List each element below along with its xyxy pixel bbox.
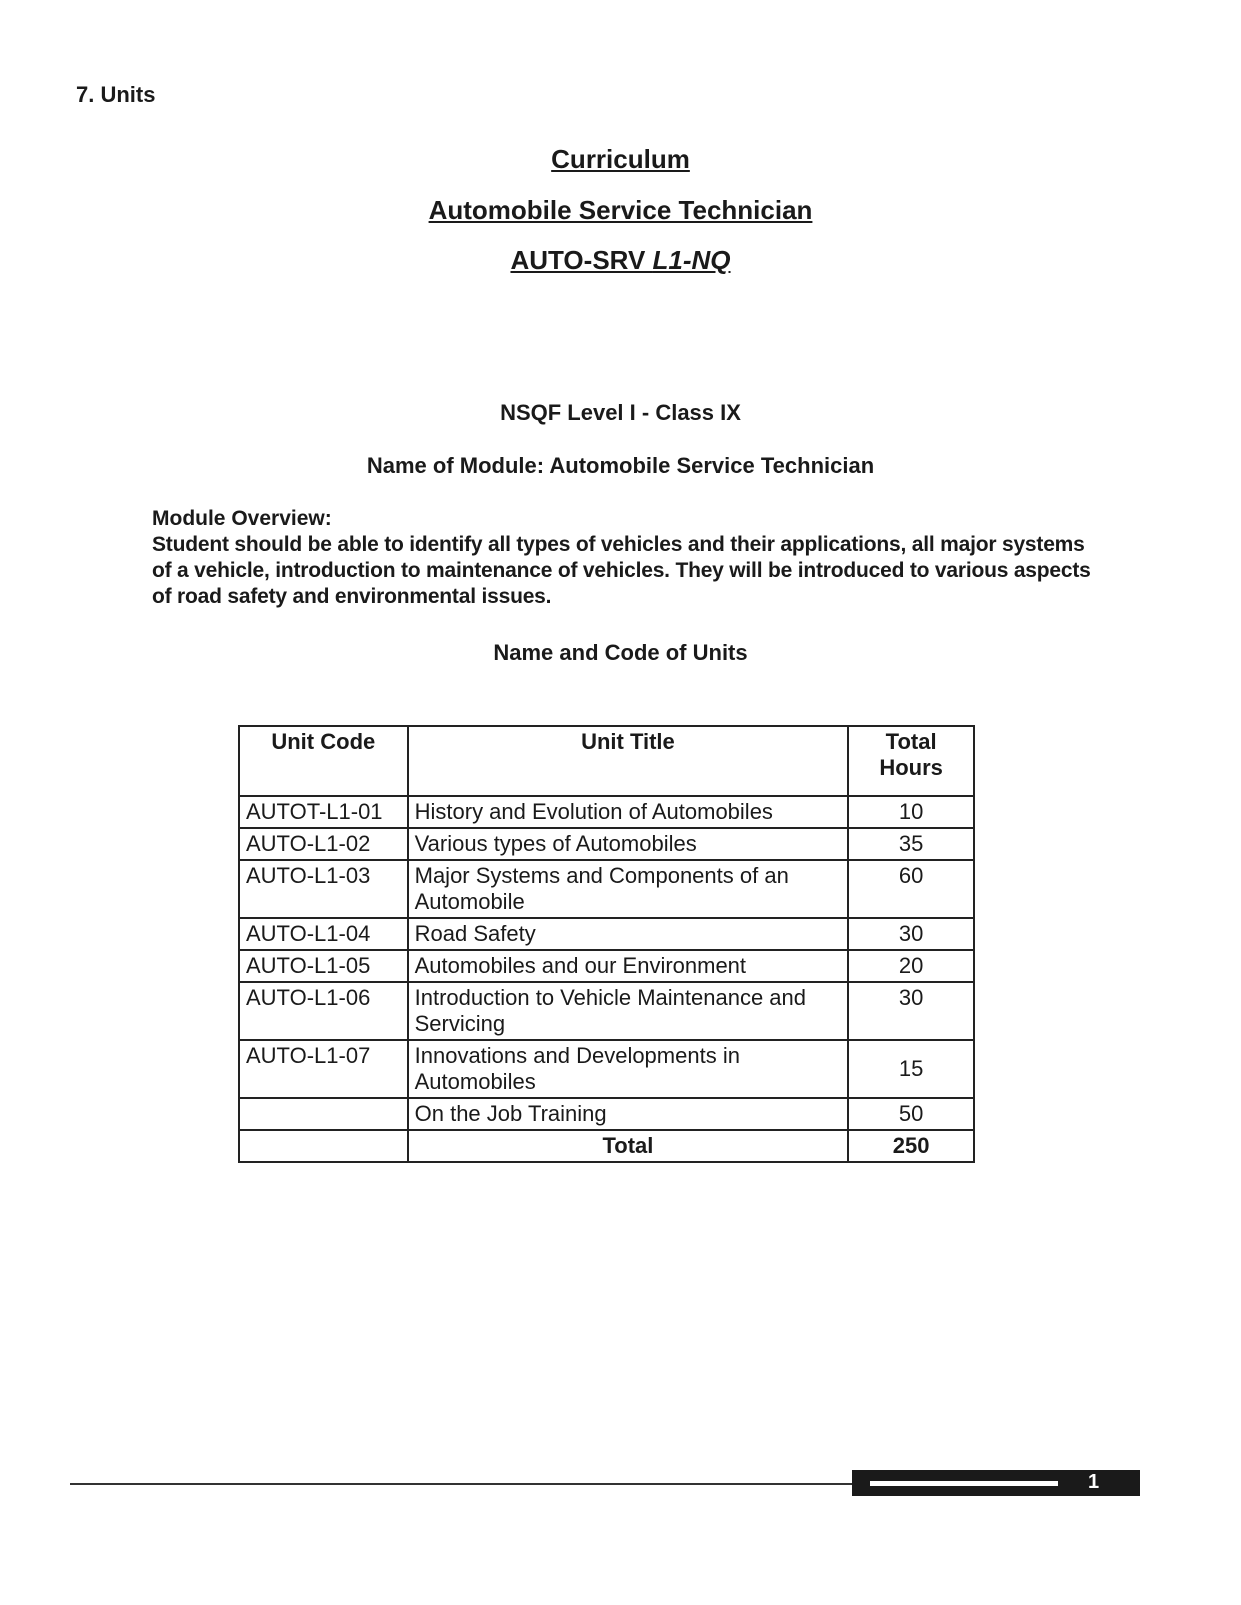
total-label: Total (408, 1130, 849, 1162)
curriculum-title: Curriculum (551, 144, 690, 174)
nsqf-level: NSQF Level I - Class IX (500, 400, 741, 425)
unit-code: AUTO-L1-05 (239, 950, 408, 982)
overview-title: Module Overview: (152, 507, 332, 530)
page-number: 1 (1088, 1471, 1100, 1493)
header-total-hours: Total Hours (848, 726, 974, 796)
table-total-row (239, 1130, 974, 1162)
module-name: Name of Module: Automobile Service Technician (366, 453, 875, 478)
header-unit-title: Unit Title (408, 726, 849, 796)
unit-hours: 60 (848, 860, 974, 918)
unit-code (239, 1098, 408, 1130)
unit-title: History and Evolution of Automobiles (408, 796, 849, 828)
total-code-cell (239, 1130, 408, 1162)
unit-hours: 20 (848, 950, 974, 982)
table-row (239, 982, 974, 1040)
module-overview (152, 506, 1092, 610)
footer-bar-line (870, 1481, 1058, 1486)
table-row (239, 796, 974, 828)
unit-title: Major Systems and Components of an Automobile (408, 860, 849, 918)
unit-title: Automobiles and our Environment (408, 950, 849, 982)
unit-title: Road Safety (408, 918, 849, 950)
unit-code: AUTO-L1-02 (239, 828, 408, 860)
footer-page-bar (852, 1470, 1140, 1496)
units-table (238, 725, 975, 1163)
section-heading: 7. Units (76, 82, 156, 107)
table-row (239, 1098, 974, 1130)
unit-code: AUTO-L1-07 (239, 1040, 408, 1098)
course-title: Automobile Service Technician (428, 195, 813, 225)
unit-title: Introduction to Vehicle Maintenance and Servicing (408, 982, 849, 1040)
overview-text: Student should be able to identify all types of vehicles and their applications, all major systems of a vehicle, introduction to maintenance of vehicles. They will be introduced to various aspects of road safety and environmental issues. (152, 533, 1091, 608)
footer-rule (70, 1483, 855, 1485)
table-row (239, 918, 974, 950)
unit-hours: 30 (848, 918, 974, 950)
units-heading: Name and Code of Units (493, 640, 748, 665)
unit-code: AUTO-L1-06 (239, 982, 408, 1040)
table-row (239, 828, 974, 860)
unit-hours: 10 (848, 796, 974, 828)
unit-hours: 50 (848, 1098, 974, 1130)
unit-hours: 30 (848, 982, 974, 1040)
course-code-suffix: L1-NQ (652, 245, 731, 275)
total-hours: 250 (848, 1130, 974, 1162)
unit-title: On the Job Training (408, 1098, 849, 1130)
unit-title: Innovations and Developments in Automobiles (408, 1040, 849, 1098)
unit-hours: 35 (848, 828, 974, 860)
course-code-prefix: AUTO-SRV (510, 245, 653, 275)
table-row (239, 950, 974, 982)
course-code (0, 245, 1241, 276)
unit-code: AUTOT-L1-01 (239, 796, 408, 828)
unit-code: AUTO-L1-04 (239, 918, 408, 950)
header-unit-code: Unit Code (239, 726, 408, 796)
unit-code: AUTO-L1-03 (239, 860, 408, 918)
table-row (239, 1040, 974, 1098)
unit-hours: 15 (848, 1040, 974, 1098)
unit-title: Various types of Automobiles (408, 828, 849, 860)
table-header-row (239, 726, 974, 796)
table-row (239, 860, 974, 918)
